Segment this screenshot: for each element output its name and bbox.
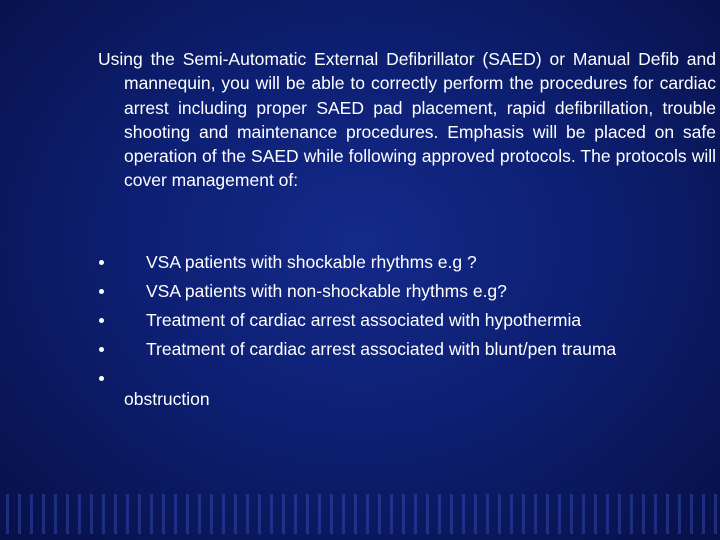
stripe <box>330 494 333 534</box>
stripe <box>30 494 33 534</box>
stripe <box>594 494 597 534</box>
stripe <box>354 494 357 534</box>
stripe <box>66 494 69 534</box>
stripe <box>558 494 561 534</box>
stripe <box>90 494 93 534</box>
stripe <box>474 494 477 534</box>
stripe <box>690 494 693 534</box>
bullet-icon <box>99 376 104 381</box>
stripe <box>426 494 429 534</box>
stripe <box>306 494 309 534</box>
trailing-text: obstruction <box>124 389 210 409</box>
bullet-icon <box>99 289 104 294</box>
list-item <box>98 306 698 335</box>
intro-paragraph: Using the Semi-Automatic External Defibrillator (SAED) or Manual Defib and mannequin, you will be able to correctly perform the procedures for cardiac arrest including proper SAED pad placement, rapid defibrillation, trouble shooting and maintenance procedures. Emphasis will be placed on safe operation of the SAED while following approved protocols. The protocols will cover management of: <box>98 49 716 191</box>
stripe <box>186 494 189 534</box>
bullet-icon <box>99 318 104 323</box>
stripe <box>498 494 501 534</box>
stripe <box>114 494 117 534</box>
stripe <box>462 494 465 534</box>
stripe <box>138 494 141 534</box>
stripe <box>6 494 9 534</box>
stripe <box>534 494 537 534</box>
stripe <box>678 494 681 534</box>
stripe <box>78 494 81 534</box>
stripe <box>714 494 717 534</box>
stripe <box>198 494 201 534</box>
stripe <box>318 494 321 534</box>
stripe <box>702 494 705 534</box>
stripe <box>486 494 489 534</box>
stripe <box>210 494 213 534</box>
list-item <box>98 277 698 306</box>
stripe <box>378 494 381 534</box>
stripe <box>282 494 285 534</box>
stripe <box>630 494 633 534</box>
stripe <box>366 494 369 534</box>
stripe <box>546 494 549 534</box>
bullet-list <box>98 248 698 393</box>
bullet-text: Treatment of cardiac arrest associated with blunt/pen trauma <box>146 339 617 359</box>
stripe <box>150 494 153 534</box>
stripe <box>102 494 105 534</box>
bullet-icon <box>99 260 104 265</box>
stripe <box>222 494 225 534</box>
stripe <box>258 494 261 534</box>
stripe <box>162 494 165 534</box>
stripe <box>174 494 177 534</box>
list-item <box>98 335 698 364</box>
stripe-group <box>6 494 717 534</box>
stripe <box>54 494 57 534</box>
stripe <box>438 494 441 534</box>
stripe <box>414 494 417 534</box>
stripe <box>618 494 621 534</box>
stripe <box>510 494 513 534</box>
bullet-text: VSA patients with non-shockable rhythms e.g? <box>146 281 507 301</box>
stripe <box>450 494 453 534</box>
list-item <box>98 248 698 277</box>
stripe <box>126 494 129 534</box>
stripe <box>270 494 273 534</box>
stripe <box>42 494 45 534</box>
stripe <box>666 494 669 534</box>
stripe <box>18 494 21 534</box>
stripe <box>234 494 237 534</box>
stripe <box>294 494 297 534</box>
stripe <box>522 494 525 534</box>
stripe <box>606 494 609 534</box>
bullet-text: VSA patients with shockable rhythms e.g ? <box>146 252 477 272</box>
stripe <box>582 494 585 534</box>
stripe <box>390 494 393 534</box>
stripe <box>654 494 657 534</box>
stripe <box>246 494 249 534</box>
stripe <box>642 494 645 534</box>
stripe <box>570 494 573 534</box>
stripe <box>402 494 405 534</box>
bullet-text: Treatment of cardiac arrest associated with hypothermia <box>146 310 582 330</box>
stripe <box>342 494 345 534</box>
bullet-icon <box>99 347 104 352</box>
decorative-stripes <box>0 490 720 540</box>
